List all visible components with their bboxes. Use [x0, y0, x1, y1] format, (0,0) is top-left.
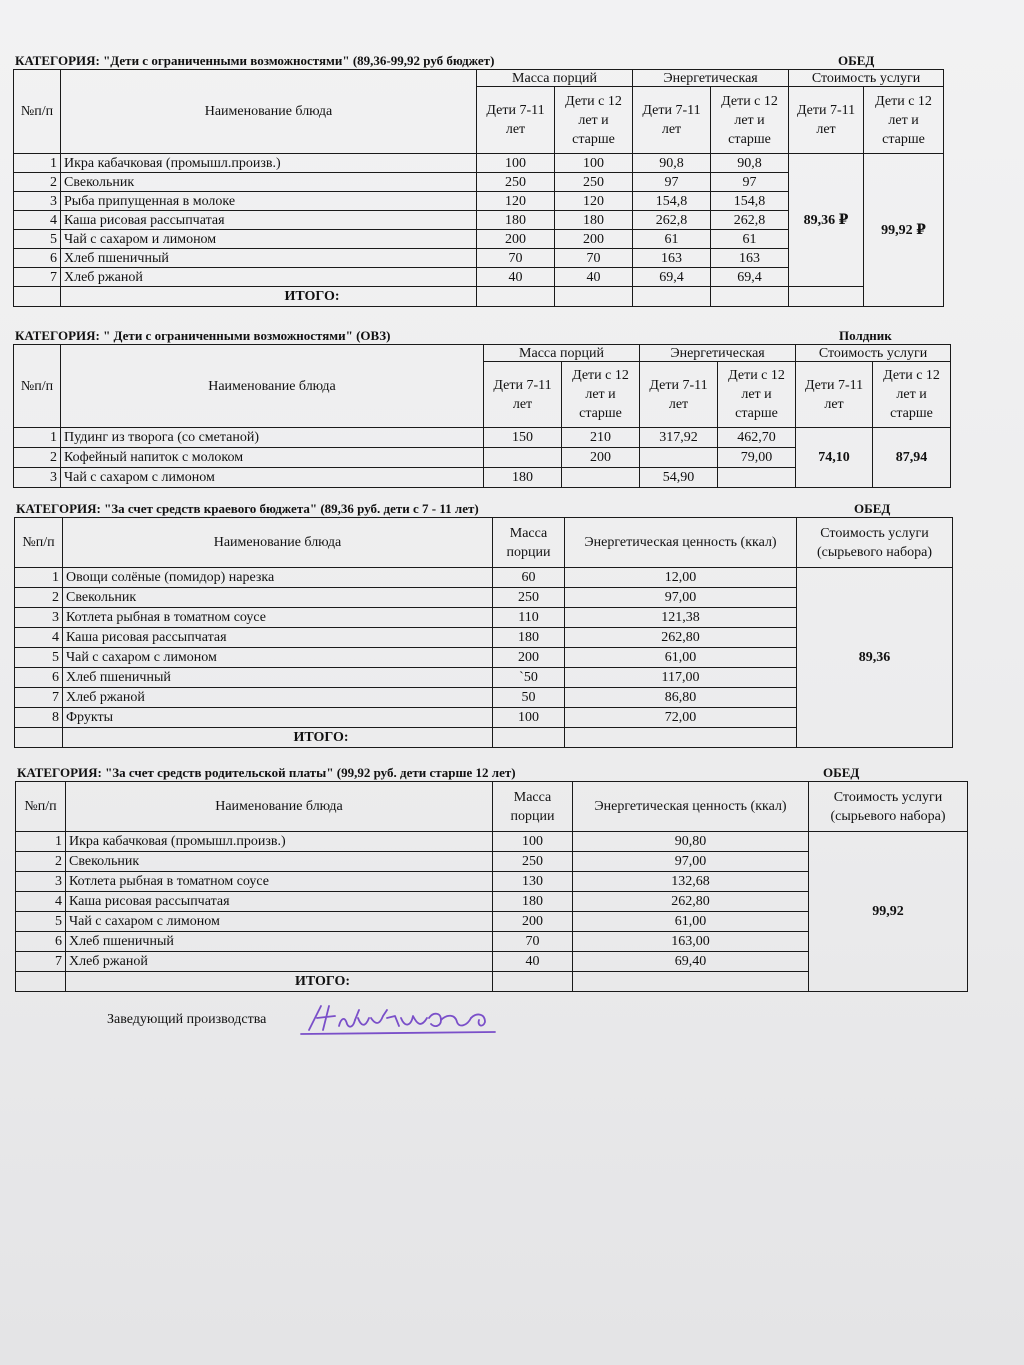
- dish-name: Свекольник: [61, 173, 477, 192]
- energy-value: 12,00: [565, 568, 797, 588]
- header-num: №п/п: [15, 518, 63, 568]
- row-number: 2: [14, 448, 61, 468]
- portion-mass: 60: [493, 568, 565, 588]
- row-number: 1: [15, 568, 63, 588]
- meal-label: ОБЕД: [838, 53, 875, 68]
- dish-name: Хлеб ржаной: [66, 952, 493, 972]
- dish-name: Свекольник: [66, 852, 493, 872]
- header-cost: Стоимость услуги (сырьевого набора): [797, 518, 953, 568]
- row-number: 7: [16, 952, 66, 972]
- mass-7-11: 150: [484, 428, 562, 448]
- portion-mass: 200: [493, 912, 573, 932]
- dish-name: Каша рисовая рассыпчатая: [63, 628, 493, 648]
- portion-mass: 130: [493, 872, 573, 892]
- header-num: №п/п: [14, 70, 61, 154]
- energy-12-plus: 97: [711, 173, 789, 192]
- portion-mass: 180: [493, 892, 573, 912]
- service-cost: 99,92: [809, 832, 968, 992]
- portion-mass: 70: [493, 932, 573, 952]
- portion-mass: 110: [493, 608, 565, 628]
- header-mass: Масса порций: [477, 70, 633, 87]
- header-cost: Стоимость услуги: [789, 70, 944, 87]
- energy-7-11: 262,8: [633, 211, 711, 230]
- menu-table: [13, 344, 951, 488]
- header-num: №п/п: [16, 782, 66, 832]
- total-row: [14, 287, 944, 307]
- mass-7-11: 200: [477, 230, 555, 249]
- mass-7-11: [484, 448, 562, 468]
- energy-value: 86,80: [565, 688, 797, 708]
- energy-12-plus: 61: [711, 230, 789, 249]
- header-num: №п/п: [14, 345, 61, 428]
- energy-12-plus: 462,70: [718, 428, 796, 448]
- portion-mass: 100: [493, 708, 565, 728]
- header-age-12-plus: Дети с 12 лет и старше: [562, 362, 640, 428]
- portion-mass: 200: [493, 648, 565, 668]
- header-age-7-11: Дети 7-11 лет: [640, 362, 718, 428]
- mass-7-11: 70: [477, 249, 555, 268]
- energy-12-plus: 154,8: [711, 192, 789, 211]
- header-age-7-11: Дети 7-11 лет: [633, 87, 711, 154]
- header-energy: Энергетическая ценность (ккал): [573, 782, 809, 832]
- section-ovz-snack: [13, 328, 951, 488]
- header-dish-name: Наименование блюда: [63, 518, 493, 568]
- section-header: [13, 328, 950, 344]
- meal-label: Полдник: [839, 328, 892, 343]
- row-number: 8: [15, 708, 63, 728]
- header-energy: Энергетическая: [633, 70, 789, 87]
- row-number: 2: [15, 588, 63, 608]
- header-age-12-plus: Дети с 12 лет и старше: [873, 362, 951, 428]
- header-mass: Масса порции: [493, 518, 565, 568]
- total-label: ИТОГО:: [66, 972, 493, 992]
- mass-7-11: 250: [477, 173, 555, 192]
- dish-name: Каша рисовая рассыпчатая: [66, 892, 493, 912]
- row-number: 3: [16, 872, 66, 892]
- portion-mass: 180: [493, 628, 565, 648]
- portion-mass: `50: [493, 668, 565, 688]
- energy-12-plus: [718, 468, 796, 488]
- energy-7-11: 54,90: [640, 468, 718, 488]
- row-number: 3: [14, 468, 61, 488]
- menu-table: [15, 781, 968, 992]
- signature-block: [107, 1012, 266, 1028]
- cost-7-11: 89,36 ₽: [789, 154, 864, 287]
- energy-value: 61,00: [565, 648, 797, 668]
- table-row: [15, 568, 953, 588]
- header-age-7-11: Дети 7-11 лет: [484, 362, 562, 428]
- row-number: 4: [15, 628, 63, 648]
- dish-name: Фрукты: [63, 708, 493, 728]
- dish-name: Свекольник: [63, 588, 493, 608]
- total-label: ИТОГО:: [63, 728, 493, 748]
- energy-7-11: [640, 448, 718, 468]
- header-age-12-plus: Дети с 12 лет и старше: [864, 87, 944, 154]
- header-dish-name: Наименование блюда: [66, 782, 493, 832]
- mass-7-11: 180: [477, 211, 555, 230]
- mass-12-plus: [562, 468, 640, 488]
- header-age-12-plus: Дети с 12 лет и старше: [555, 87, 633, 154]
- energy-7-11: 317,92: [640, 428, 718, 448]
- dish-name: Овощи солёные (помидор) нарезка: [63, 568, 493, 588]
- dish-name: Котлета рыбная в томатном соусе: [63, 608, 493, 628]
- portion-mass: 50: [493, 688, 565, 708]
- header-age-7-11: Дети 7-11 лет: [789, 87, 864, 154]
- section-header: [13, 53, 943, 69]
- header-energy: Энергетическая: [640, 345, 796, 362]
- row-number: 5: [14, 230, 61, 249]
- dish-name: Хлеб ржаной: [61, 268, 477, 287]
- energy-value: 69,40: [573, 952, 809, 972]
- energy-value: 163,00: [573, 932, 809, 952]
- menu-table: [13, 69, 944, 307]
- energy-value: 132,68: [573, 872, 809, 892]
- dish-name: Чай с сахаром с лимоном: [61, 468, 484, 488]
- dish-name: Икра кабачковая (промышл.произв.): [61, 154, 477, 173]
- header-age-12-plus: Дети с 12 лет и старше: [718, 362, 796, 428]
- row-number: 7: [15, 688, 63, 708]
- section-parental-pay-lunch: [15, 765, 968, 992]
- mass-12-plus: 250: [555, 173, 633, 192]
- energy-7-11: 97: [633, 173, 711, 192]
- mass-12-plus: 120: [555, 192, 633, 211]
- row-number: 6: [16, 932, 66, 952]
- row-number: 5: [15, 648, 63, 668]
- energy-value: 262,80: [573, 892, 809, 912]
- mass-12-plus: 40: [555, 268, 633, 287]
- portion-mass: 250: [493, 588, 565, 608]
- mass-12-plus: 180: [555, 211, 633, 230]
- energy-12-plus: 262,8: [711, 211, 789, 230]
- section-header: [15, 765, 967, 781]
- dish-name: Хлеб пшеничный: [66, 932, 493, 952]
- handwritten-signature: [295, 1000, 525, 1040]
- energy-12-plus: 90,8: [711, 154, 789, 173]
- section-title: КАТЕГОРИЯ: "За счет средств краевого бюджета" (89,36 руб. дети с 7 - 11 лет): [16, 501, 479, 516]
- section-title: КАТЕГОРИЯ: "Дети с ограниченными возможностями" (89,36-99,92 руб бюджет): [15, 53, 495, 68]
- mass-12-plus: 200: [562, 448, 640, 468]
- section-regional-budget-lunch: [14, 501, 953, 748]
- energy-value: 262,80: [565, 628, 797, 648]
- mass-7-11: 180: [484, 468, 562, 488]
- menu-table: [14, 517, 953, 748]
- energy-12-plus: 69,4: [711, 268, 789, 287]
- row-number: 1: [16, 832, 66, 852]
- row-number: 4: [16, 892, 66, 912]
- dish-name: Кофейный напиток с молоком: [61, 448, 484, 468]
- table-row: [14, 154, 944, 173]
- total-label: ИТОГО:: [61, 287, 477, 307]
- energy-value: 97,00: [573, 852, 809, 872]
- mass-7-11: 40: [477, 268, 555, 287]
- energy-value: 90,80: [573, 832, 809, 852]
- portion-mass: 250: [493, 852, 573, 872]
- energy-value: 72,00: [565, 708, 797, 728]
- row-number: 6: [14, 249, 61, 268]
- header-dish-name: Наименование блюда: [61, 70, 477, 154]
- dish-name: Чай с сахаром с лимоном: [66, 912, 493, 932]
- header-age-12-plus: Дети с 12 лет и старше: [711, 87, 789, 154]
- mass-7-11: 100: [477, 154, 555, 173]
- row-number: 6: [15, 668, 63, 688]
- energy-12-plus: 163: [711, 249, 789, 268]
- dish-name: Пудинг из творога (со сметаной): [61, 428, 484, 448]
- signature-label: Заведующий производства: [107, 1012, 267, 1027]
- energy-12-plus: 79,00: [718, 448, 796, 468]
- dish-name: Икра кабачковая (промышл.произв.): [66, 832, 493, 852]
- table-row: [14, 428, 951, 448]
- energy-value: 121,38: [565, 608, 797, 628]
- header-cost: Стоимость услуги (сырьевого набора): [809, 782, 968, 832]
- cost-12-plus: 99,92 ₽: [864, 154, 944, 307]
- row-number: 7: [14, 268, 61, 287]
- header-cost: Стоимость услуги: [796, 345, 951, 362]
- energy-7-11: 154,8: [633, 192, 711, 211]
- section-header: [14, 501, 952, 517]
- header-energy: Энергетическая ценность (ккал): [565, 518, 797, 568]
- mass-12-plus: 200: [555, 230, 633, 249]
- cost-7-11: 74,10: [796, 428, 873, 488]
- mass-12-plus: 100: [555, 154, 633, 173]
- row-number: 2: [14, 173, 61, 192]
- header-age-7-11: Дети 7-11 лет: [796, 362, 873, 428]
- dish-name: Хлеб пшеничный: [63, 668, 493, 688]
- mass-12-plus: 210: [562, 428, 640, 448]
- row-number: 5: [16, 912, 66, 932]
- portion-mass: 100: [493, 832, 573, 852]
- dish-name: Хлеб ржаной: [63, 688, 493, 708]
- dish-name: Рыба припущенная в молоке: [61, 192, 477, 211]
- header-age-7-11: Дети 7-11 лет: [477, 87, 555, 154]
- service-cost: 89,36: [797, 568, 953, 748]
- meal-label: ОБЕД: [854, 501, 891, 516]
- energy-7-11: 163: [633, 249, 711, 268]
- energy-value: 97,00: [565, 588, 797, 608]
- dish-name: Каша рисовая рассыпчатая: [61, 211, 477, 230]
- cost-12-plus: 87,94: [873, 428, 951, 488]
- row-number: 3: [15, 608, 63, 628]
- meal-label: ОБЕД: [823, 765, 860, 780]
- dish-name: Хлеб пшеничный: [61, 249, 477, 268]
- row-number: 2: [16, 852, 66, 872]
- energy-7-11: 90,8: [633, 154, 711, 173]
- energy-value: 61,00: [573, 912, 809, 932]
- header-mass: Масса порции: [493, 782, 573, 832]
- section-title: КАТЕГОРИЯ: "За счет средств родительской платы" (99,92 руб. дети старше 12 лет): [17, 765, 516, 780]
- energy-value: 117,00: [565, 668, 797, 688]
- row-number: 1: [14, 154, 61, 173]
- section-disabled-lunch: [13, 53, 944, 307]
- row-number: 1: [14, 428, 61, 448]
- mass-7-11: 120: [477, 192, 555, 211]
- header-mass: Масса порций: [484, 345, 640, 362]
- row-number: 4: [14, 211, 61, 230]
- energy-7-11: 69,4: [633, 268, 711, 287]
- row-number: 3: [14, 192, 61, 211]
- dish-name: Котлета рыбная в томатном соусе: [66, 872, 493, 892]
- mass-12-plus: 70: [555, 249, 633, 268]
- header-dish-name: Наименование блюда: [61, 345, 484, 428]
- table-row: [16, 832, 968, 852]
- dish-name: Чай с сахаром с лимоном: [63, 648, 493, 668]
- dish-name: Чай с сахаром и лимоном: [61, 230, 477, 249]
- section-title: КАТЕГОРИЯ: " Дети с ограниченными возможностями" (ОВЗ): [15, 328, 391, 343]
- portion-mass: 40: [493, 952, 573, 972]
- energy-7-11: 61: [633, 230, 711, 249]
